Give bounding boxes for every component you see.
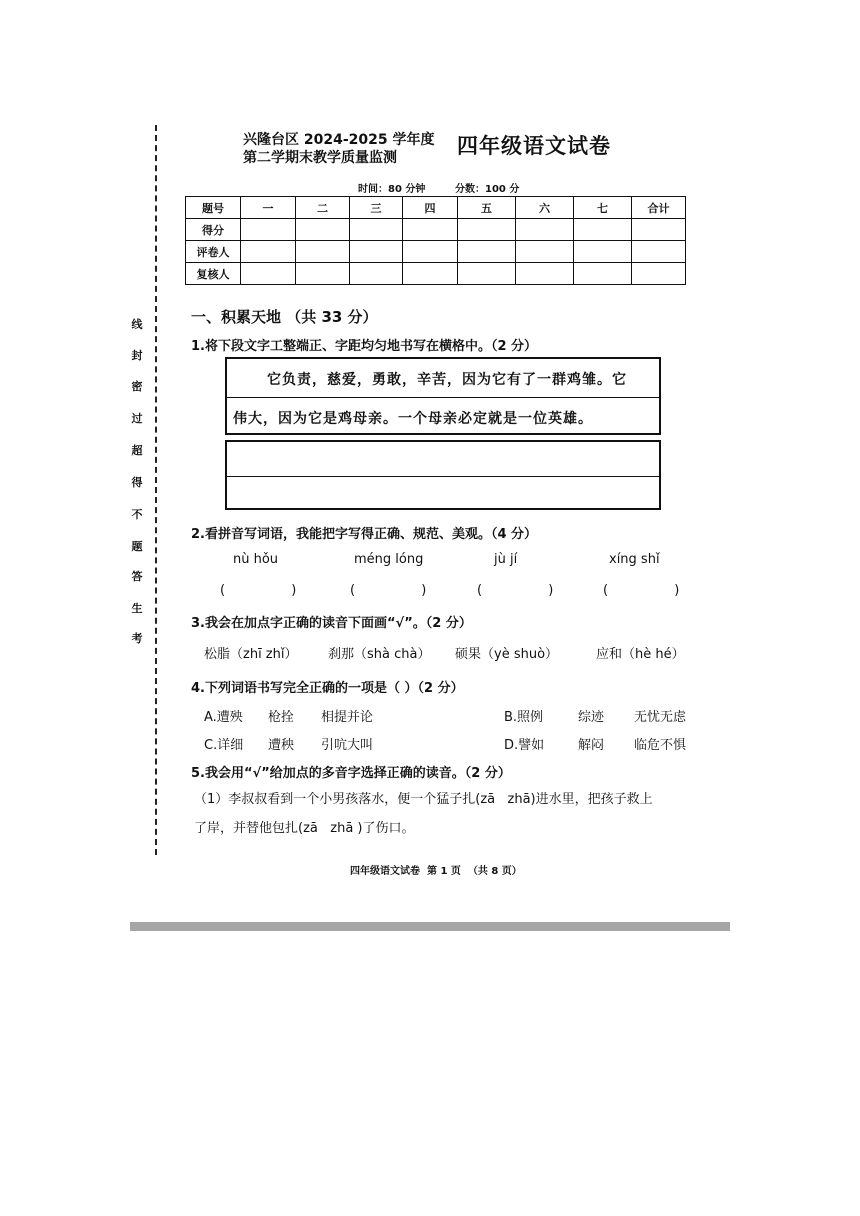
score-cell[interactable] <box>516 241 574 263</box>
answer-blank[interactable]: ( ) <box>477 583 554 598</box>
page-footer: 四年级语文试卷 第 1 页 （共 8 页） <box>350 866 522 877</box>
table-header-cell: 一 <box>241 197 296 219</box>
score-cell[interactable] <box>350 241 403 263</box>
answer-blank[interactable]: ( ) <box>350 583 427 598</box>
option-label[interactable]: B.照例 <box>504 710 544 725</box>
option-word: 无忧无虑 <box>634 710 687 725</box>
side-char: 线 <box>131 318 143 331</box>
score-cell[interactable] <box>632 241 686 263</box>
score-cell[interactable] <box>632 263 686 285</box>
reading-item[interactable]: 硕果（yè shuò） <box>455 647 559 662</box>
answer-blank[interactable]: ( ) <box>603 583 680 598</box>
table-header-cell: 合计 <box>632 197 686 219</box>
table-header-cell: 五 <box>458 197 516 219</box>
reading-item[interactable]: 刹那（shà chà） <box>328 647 431 662</box>
pinyin: xíng shǐ <box>609 552 660 567</box>
score-cell[interactable] <box>574 219 632 241</box>
option-word: 相提并论 <box>321 710 374 725</box>
score-cell[interactable] <box>350 219 403 241</box>
copy-text-line: 它负责，慈爱，勇敢，辛苦，因为它有了一群鸡雏。它 <box>267 372 627 388</box>
pinyin: nù hǒu <box>233 552 279 567</box>
table-header-cell: 四 <box>403 197 458 219</box>
option-word: 临危不惧 <box>634 738 687 753</box>
question-2-prompt: 2.看拼音写词语，我能把字写得正确、规范、美观。（4 分） <box>191 527 538 542</box>
exam-score: 分数：100 分 <box>455 184 520 195</box>
question-5-prompt: 5.我会用“√”给加点的多音字选择正确的读音。（2 分） <box>191 766 511 781</box>
page-separator <box>130 922 730 931</box>
option-label[interactable]: D.譬如 <box>504 738 545 753</box>
side-char: 得 <box>131 476 143 489</box>
score-cell[interactable] <box>296 241 350 263</box>
district-line: 兴隆台区 2024-2025 学年度 <box>243 132 435 148</box>
exam-time: 时间：80 分钟 <box>358 184 426 195</box>
option-label[interactable]: A.遭殃 <box>204 710 243 725</box>
table-header-cell: 六 <box>516 197 574 219</box>
table-header-cell: 七 <box>574 197 632 219</box>
score-cell[interactable] <box>574 263 632 285</box>
row-label: 评卷人 <box>186 241 241 263</box>
side-char: 生 <box>131 602 143 615</box>
table-header-cell: 三 <box>350 197 403 219</box>
side-char: 不 <box>131 508 143 521</box>
score-cell[interactable] <box>296 219 350 241</box>
option-word: 枪拴 <box>268 710 295 725</box>
score-cell[interactable] <box>350 263 403 285</box>
score-cell[interactable] <box>458 219 516 241</box>
table-header-cell: 题号 <box>186 197 241 219</box>
option-word: 遭秧 <box>268 738 295 753</box>
question-4-prompt: 4.下列词语书写完全正确的一项是（ ）（2 分） <box>191 681 464 696</box>
pinyin: jù jí <box>494 552 518 567</box>
option-word: 引吭大叫 <box>321 738 374 753</box>
question-5-text: （1）李叔叔看到一个小男孩落水，便一个猛子扎(zā zhā)进水里，把孩子救上 <box>194 792 653 807</box>
option-word: 综迹 <box>578 710 605 725</box>
side-char: 封 <box>131 349 143 362</box>
score-cell[interactable] <box>458 241 516 263</box>
option-word: 解闷 <box>578 738 605 753</box>
page-title: 四年级语文试卷 <box>457 134 611 158</box>
score-cell[interactable] <box>458 263 516 285</box>
score-cell[interactable] <box>296 263 350 285</box>
score-table <box>185 196 686 285</box>
table-row <box>186 263 686 285</box>
row-label: 得分 <box>186 219 241 241</box>
score-cell[interactable] <box>516 219 574 241</box>
table-row <box>186 241 686 263</box>
score-cell[interactable] <box>403 219 458 241</box>
score-cell[interactable] <box>574 241 632 263</box>
side-char: 题 <box>131 540 143 553</box>
table-header-row <box>186 197 686 219</box>
question-5-text: 了岸，并替他包扎(zā zhā )了伤口。 <box>194 821 415 836</box>
side-char: 考 <box>131 632 143 645</box>
box-divider <box>227 397 659 398</box>
question-3-prompt: 3.我会在加点字正确的读音下面画“√”。（2 分） <box>191 616 472 631</box>
answer-blank[interactable]: ( ) <box>220 583 297 598</box>
reading-item[interactable]: 松脂（zhī zhǐ） <box>204 647 298 662</box>
score-cell[interactable] <box>403 263 458 285</box>
table-header-cell: 二 <box>296 197 350 219</box>
section-title: 一、积累天地 （共 33 分） <box>191 308 378 326</box>
score-cell[interactable] <box>241 219 296 241</box>
binding-dashed-line <box>155 125 157 855</box>
pinyin: méng lóng <box>354 552 424 567</box>
copy-text-line: 伟大，因为它是鸡母亲。一个母亲必定就是一位英雄。 <box>233 411 593 427</box>
side-char: 密 <box>131 380 143 393</box>
row-label: 复核人 <box>186 263 241 285</box>
writing-line <box>227 476 659 477</box>
score-cell[interactable] <box>403 241 458 263</box>
question-1-prompt: 1.将下段文字工整端正、字距均匀地书写在横格中。（2 分） <box>191 339 538 354</box>
score-cell[interactable] <box>241 263 296 285</box>
copy-text-box <box>225 357 661 435</box>
option-label[interactable]: C.详细 <box>204 738 244 753</box>
side-char: 超 <box>131 444 143 457</box>
table-row <box>186 219 686 241</box>
reading-item[interactable]: 应和（hè hé） <box>596 647 685 662</box>
side-char: 答 <box>131 570 143 583</box>
side-char: 过 <box>131 412 143 425</box>
score-cell[interactable] <box>241 241 296 263</box>
term-line: 第二学期末教学质量监测 <box>243 150 397 166</box>
score-cell[interactable] <box>516 263 574 285</box>
writing-box[interactable] <box>225 440 661 510</box>
score-cell[interactable] <box>632 219 686 241</box>
